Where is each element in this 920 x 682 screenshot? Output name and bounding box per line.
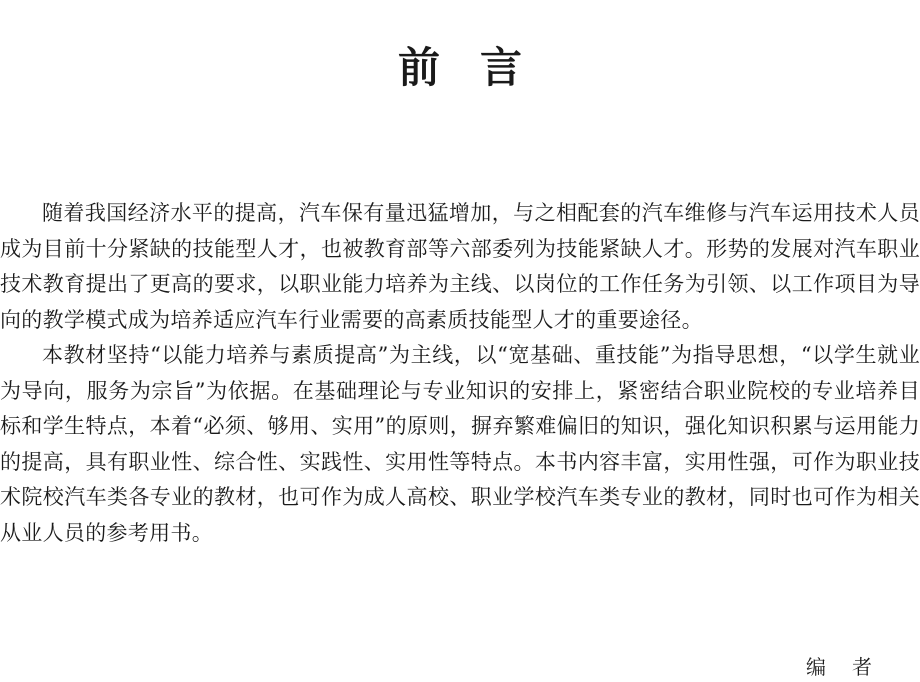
author-signature (806, 652, 872, 682)
title-char-2: 言 (480, 43, 523, 92)
title-char-1: 前 (397, 43, 440, 92)
author-char-2: 者 (852, 655, 872, 679)
preface-body (0, 196, 920, 551)
paragraph-1: 随着我国经济水平的提高，汽车保有量迅猛增加，与之相配套的汽车维修与汽车运用技术人员成为目前十分紧缺的技能型人才，也被教育部等六部委列为技能紧缺人才。形势的发展对汽车职业技术教育提出了更高的要求，以职业能力培养为主线、以岗位的工作任务为引领、以工作项目为导向的教学模式成为培养适应汽车行业需要的高素质技能型人才的重要途径。 (0, 201, 920, 332)
page-title (0, 38, 920, 98)
author-char-1: 编 (806, 655, 826, 679)
paragraph-2: 本教材坚持“以能力培养与素质提高”为主线，以“宽基础、重技能”为指导思想，“以学生就业为导向，服务为宗旨”为依据。在基础理论与专业知识的安排上，紧密结合职业院校的专业培养目标和学生特点，本着“必须、够用、实用”的原则，摒弃繁难偏旧的知识，强化知识积累与运用能力的提高，具有职业性、综合性、实践性、实用性等特点。本书内容丰富，实用性强，可作为职业技术院校汽车类各专业的教材，也可作为成人高校、职业学校汽车类专业的教材，同时也可作为相关从业人员的参考用书。 (0, 343, 920, 545)
